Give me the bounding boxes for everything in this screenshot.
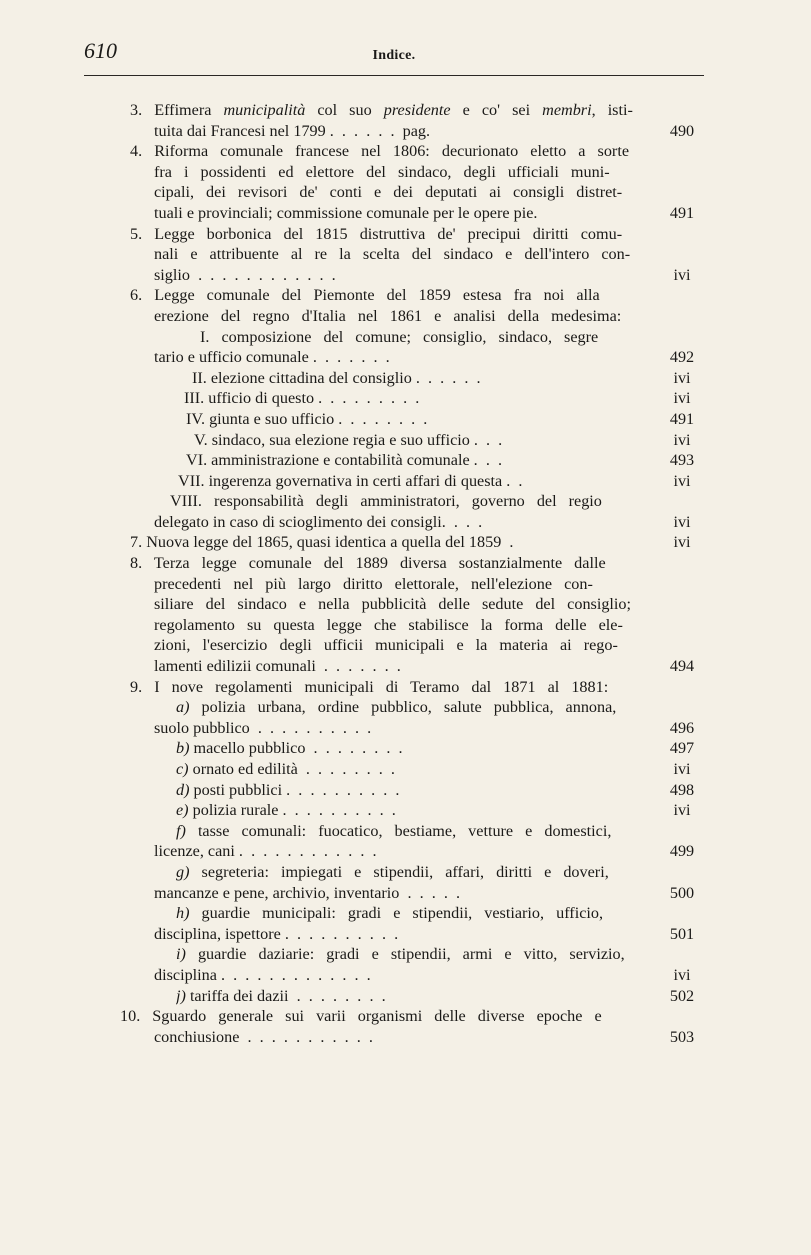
toc-line: [126, 903, 704, 924]
toc-page-number: 501: [669, 924, 695, 943]
toc-line: [126, 821, 704, 842]
toc-entry-text: disciplina . . . . . . . . . . . . .: [154, 965, 371, 984]
toc-entry-text: 6. Legge comunale del Piemonte del 1859 estesa fra noi alla: [130, 286, 600, 305]
toc-entry-text: 7. Nuova legge del 1865, quasi identica a quella del 1859 .: [130, 533, 514, 552]
toc-line: [126, 388, 704, 409]
toc-entry-text: tuita dai Francesi nel 1799 . . . . . . pag.: [154, 121, 431, 140]
toc-entry-text: licenze, cani . . . . . . . . . . . .: [154, 842, 377, 861]
toc-page-number: 492: [669, 348, 695, 367]
toc-entry-text: i) guardie daziarie: gradi e stipendii, armi e vitto, servizio,: [176, 945, 625, 964]
toc-entry-text: siliare del sindaco e nella pubblicità delle sedute del consiglio;: [154, 595, 632, 614]
toc-line: [126, 532, 704, 553]
toc-entry-text: tario e ufficio comunale . . . . . . .: [154, 348, 390, 367]
page-header: [84, 38, 704, 78]
toc-entry-text: siglio . . . . . . . . . . . .: [154, 265, 336, 284]
toc-entry-text: d) posti pubblici . . . . . . . . . .: [176, 780, 400, 799]
toc-line: [126, 430, 704, 451]
toc-line: [126, 574, 704, 595]
toc-page-number: ivi: [673, 801, 691, 820]
toc-entry-text: g) segreteria: impiegati e stipendii, affari, diritti e doveri,: [176, 862, 609, 881]
toc-entry-text: f) tasse comunali: fuocatico, bestiame, vetture e domestici,: [176, 821, 612, 840]
toc-line: [126, 1027, 704, 1048]
toc-entry-text: fra i possidenti ed elettore del sindaco, degli ufficiali muni-: [154, 162, 610, 181]
toc-entry-text: VIII. responsabilità degli amministratori, governo del regio: [170, 492, 602, 511]
toc-line: [126, 491, 704, 512]
toc-line: [126, 450, 704, 471]
toc-line: [126, 121, 704, 142]
toc-page-number: 493: [669, 451, 695, 470]
toc-line: [126, 594, 704, 615]
toc-page-number: ivi: [673, 368, 691, 387]
toc-line: [126, 162, 704, 183]
toc-entry-text: regolamento su questa legge che stabilisce la forma delle ele-: [154, 615, 623, 634]
toc-page-number: ivi: [673, 430, 691, 449]
toc-entry-text: disciplina, ispettore . . . . . . . . . .: [154, 924, 399, 943]
toc-entry-text: VI. amministrazione e contabilità comunale . . .: [186, 451, 503, 470]
toc-entry-text: 10. Sguardo generale sui varii organismi delle diverse epoche e: [120, 1007, 602, 1026]
toc-line: [126, 635, 704, 656]
toc-line: [126, 409, 704, 430]
toc-entry-text: IV. giunta e suo ufficio . . . . . . . .: [186, 409, 428, 428]
toc-page-number: 502: [669, 986, 695, 1005]
toc-entry-text: erezione del regno d'Italia nel 1861 e analisi della medesima:: [154, 306, 622, 325]
toc-entry-text: a) polizia urbana, ordine pubblico, salute pubblica, annona,: [176, 698, 617, 717]
toc-page-number: ivi: [673, 965, 691, 984]
toc-line: [126, 862, 704, 883]
toc-entry-text: I. composizione del comune; consiglio, sindaco, segre: [200, 327, 599, 346]
toc-entry-text: suolo pubblico . . . . . . . . . .: [154, 718, 372, 737]
toc-line: [126, 285, 704, 306]
toc-line: [126, 924, 704, 945]
table-of-contents: [120, 100, 704, 1047]
toc-line: [126, 800, 704, 821]
toc-line: [126, 265, 704, 286]
page-number: 610: [84, 38, 117, 63]
toc-line: [126, 347, 704, 368]
toc-entry-text: j) tariffa dei dazii . . . . . . . .: [176, 986, 386, 1005]
toc-entry-text: e) polizia rurale . . . . . . . . . .: [176, 801, 396, 820]
toc-entry-text: VII. ingerenza governativa in certi affari di questa . .: [178, 471, 523, 490]
toc-entry-text: V. sindaco, sua elezione regia e suo ufficio . . .: [194, 430, 503, 449]
toc-entry-text: c) ornato ed edilità . . . . . . . .: [176, 760, 395, 778]
toc-entry-text: 5. Legge borbonica del 1815 distruttiva de' precipui diritti comu-: [130, 224, 623, 243]
toc-entry-text: II. elezione cittadina del consiglio . . . . . .: [192, 368, 481, 387]
toc-line: [126, 615, 704, 636]
toc-entry-text: zioni, l'esercizio degli ufficii municipali e la materia ai rego-: [154, 636, 618, 655]
toc-line: [126, 327, 704, 348]
toc-page-number: 497: [669, 739, 695, 758]
toc-entry-text: nali e attribuente al re la scelta del sindaco e dell'intero con-: [154, 245, 631, 264]
toc-line: [126, 883, 704, 904]
header-rule: [84, 75, 704, 76]
toc-entry-text: conchiusione . . . . . . . . . . .: [154, 1027, 373, 1046]
toc-line: [126, 986, 704, 1007]
toc-page-number: 500: [669, 883, 695, 902]
toc-page-number: 491: [669, 409, 695, 428]
toc-page-number: 490: [669, 121, 695, 140]
toc-line: [126, 656, 704, 677]
toc-line: [126, 780, 704, 801]
toc-page-number: ivi: [673, 760, 691, 778]
toc-line: [126, 141, 704, 162]
toc-line: [126, 306, 704, 327]
toc-line: [126, 224, 704, 245]
toc-line: [126, 677, 704, 698]
toc-page-number: ivi: [673, 512, 691, 531]
toc-page-number: ivi: [673, 389, 691, 408]
toc-line: [126, 471, 704, 492]
toc-line: [126, 244, 704, 265]
toc-entry-text: lamenti edilizii comunali . . . . . . .: [154, 657, 401, 676]
running-title: Indice.: [372, 48, 416, 63]
toc-entry-text: tuali e provinciali; commissione comunale per le opere pie.: [154, 203, 538, 222]
toc-page-number: ivi: [673, 533, 691, 552]
toc-line: [126, 512, 704, 533]
toc-page-number: ivi: [673, 265, 691, 284]
toc-page-number: 494: [669, 657, 695, 676]
toc-line: [120, 1006, 704, 1027]
toc-entry-text: III. ufficio di questo . . . . . . . . .: [184, 389, 420, 408]
toc-line: [126, 368, 704, 389]
toc-entry-text: 8. Terza legge comunale del 1889 diversa sostanzialmente dalle: [130, 554, 606, 573]
toc-line: [126, 965, 704, 986]
toc-line: [126, 841, 704, 862]
toc-page-number: 491: [669, 203, 695, 222]
toc-entry-text: 9. I nove regolamenti municipali di Teramo dal 1871 al 1881:: [130, 677, 609, 696]
toc-entry-text: mancanze e pene, archivio, inventario . . . . .: [154, 883, 461, 902]
toc-page-number: 498: [669, 780, 695, 799]
toc-line: [126, 944, 704, 965]
toc-line: [126, 203, 704, 224]
toc-line: [126, 100, 704, 121]
toc-line: [126, 182, 704, 203]
toc-entry-text: 3. Effimera municipalità col suo presidente e co' sei membri, isti-: [130, 101, 633, 119]
toc-line: [126, 759, 704, 780]
toc-entry-text: precedenti nel più largo diritto elettorale, nell'elezione con-: [154, 574, 593, 593]
toc-page-number: 503: [669, 1027, 695, 1046]
toc-entry-text: h) guardie municipali: gradi e stipendii, vestiario, ufficio,: [176, 904, 604, 923]
toc-entry-text: b) macello pubblico . . . . . . . .: [176, 739, 403, 758]
toc-page-number: ivi: [673, 471, 691, 490]
toc-line: [126, 738, 704, 759]
toc-entry-text: delegato in caso di scioglimento dei consigli. . . .: [154, 512, 483, 531]
toc-entry-text: cipali, dei revisori de' conti e dei deputati ai consigli distret-: [154, 183, 623, 202]
toc-page-number: 496: [669, 718, 695, 737]
toc-line: [126, 718, 704, 739]
toc-line: [126, 553, 704, 574]
toc-entry-text: 4. Riforma comunale francese nel 1806: decurionato eletto a sorte: [130, 142, 630, 161]
toc-line: [126, 697, 704, 718]
toc-page-number: 499: [669, 842, 695, 861]
